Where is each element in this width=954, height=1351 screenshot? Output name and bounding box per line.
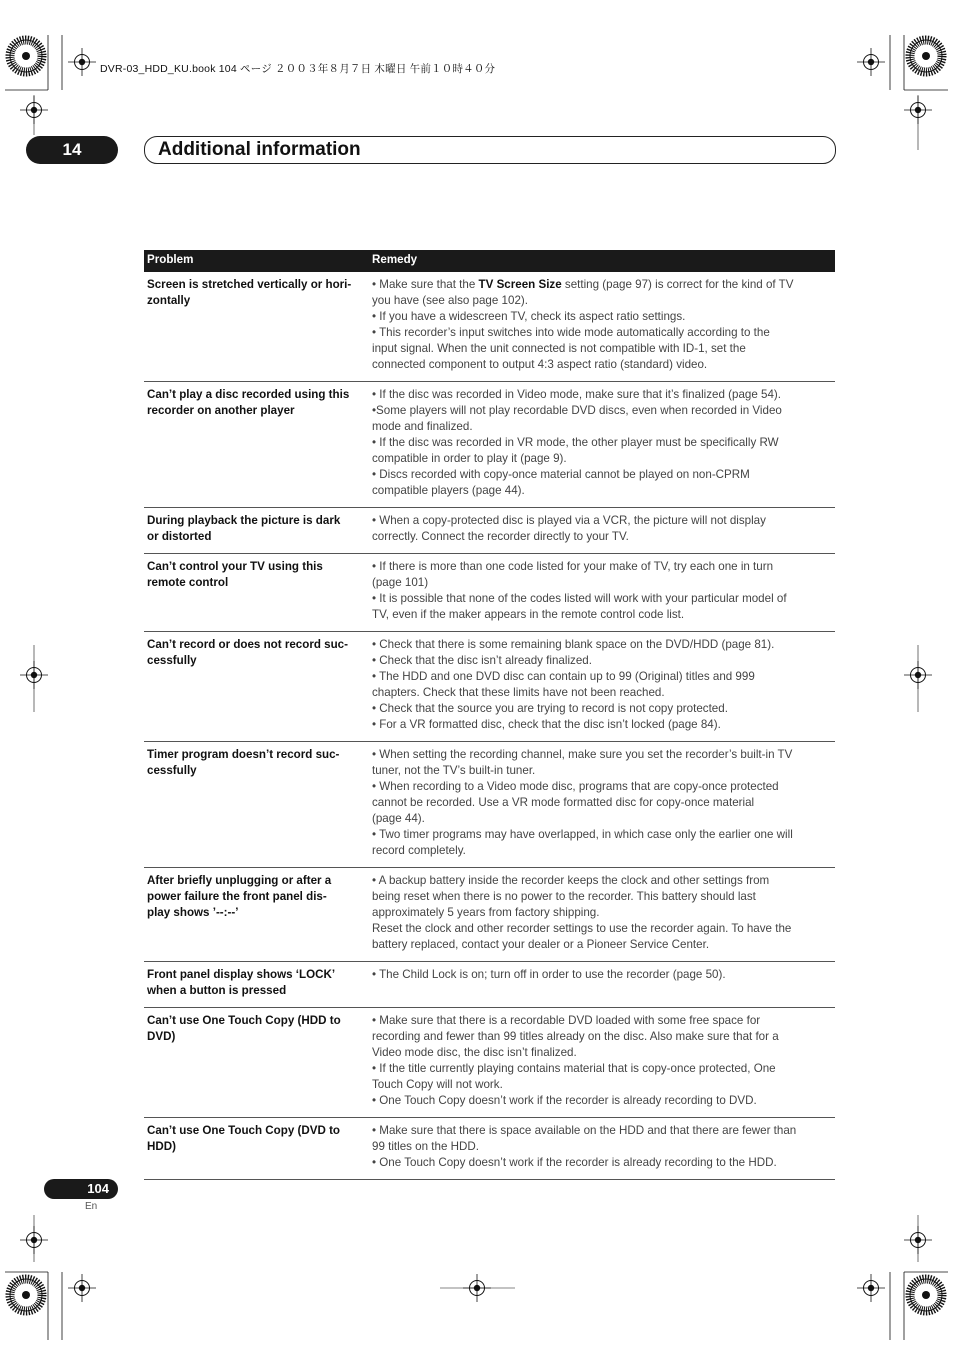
remedy-text-line: • This recorder’s input switches into wide mode automatically according to the [372,326,770,339]
remedy-cell [369,1008,835,1118]
page-number-badge [44,1179,118,1199]
problem-cell [144,1118,369,1180]
remedy-text-line: • One Touch Copy doesn’t work if the recorder is already recording to DVD. [372,1094,757,1107]
remedy-text-line: • A backup battery inside the recorder keeps the clock and other settings from [372,874,770,887]
remedy-cell [369,508,835,554]
table-header-row [144,250,835,272]
problem-cell [144,868,369,962]
table-row [144,632,835,742]
problem-text-line: During playback the picture is dark [147,514,341,527]
problem-cell [144,632,369,742]
remedy-text-line: • When a copy-protected disc is played via a VCR, the picture will not display [372,514,766,527]
setting-name: TV Screen Size [478,278,562,291]
remedy-text-line: being reset when there is no power to the recorder. This battery should last [372,890,756,903]
remedy-text-line: • The Child Lock is on; turn off in order to use the recorder (page 50). [372,968,726,981]
problem-text-line: Screen is stretched vertically or hori- [147,278,352,291]
problem-cell [144,508,369,554]
remedy-text-line: battery replaced, contact your dealer or a Pioneer Service Center. [372,938,710,951]
remedy-text-line: • Check that the disc isn’t already finalized. [372,654,592,667]
remedy-text-line: (page 101) [372,576,429,589]
problem-cell [144,554,369,632]
remedy-cell [369,868,835,962]
remedy-cell [369,962,835,1008]
problem-cell [144,742,369,868]
language-label: En [85,1201,98,1212]
remedy-text-line: • Make sure that there is space available on the HDD and that there are fewer than [372,1124,797,1137]
problem-text-line: Can’t record or does not record suc- [147,638,348,651]
remedy-cell [369,632,835,742]
remedy-text-line [372,277,832,293]
remedy-text-line: • If there is more than one code listed for your make of TV, try each one in turn [372,560,774,573]
remedy-cell [369,272,835,382]
remedy-text-segment: • Make sure that the [372,278,479,291]
problem-cell [144,382,369,508]
problem-text-line: cessfully [147,654,197,667]
remedy-cell [369,742,835,868]
remedy-text-line: recording and fewer than 99 titles already on the disc. Also make sure that for a [372,1030,779,1043]
remedy-text-segment: setting (page 97) is correct for the kind of TV [561,278,794,291]
remedy-text-line: cannot be recorded. Use a VR mode formatted disc for copy-once material [372,796,755,809]
remedy-text-line: TV, even if the maker appears in the remote control code list. [372,608,685,621]
problem-text-line: Can’t play a disc recorded using this [147,388,350,401]
problem-text-line: HDD) [147,1140,176,1153]
remedy-text-line: • Check that the source you are trying to record is not copy protected. [372,702,728,715]
remedy-text-line: you have (see also page 102). [372,294,528,307]
remedy-text-line: • Make sure that there is a recordable DVD loaded with some free space for [372,1014,761,1027]
problem-text-line: play shows ’--:--’ [147,906,239,919]
remedy-text-line: • For a VR formatted disc, check that the disc isn’t locked (page 84). [372,718,721,731]
problem-cell [144,272,369,382]
problem-text-line: Can’t use One Touch Copy (HDD to [147,1014,341,1027]
remedy-cell [369,1118,835,1180]
remedy-text-line: input signal. When the unit connected is not compatible with ID-1, set the [372,342,746,355]
table-row [144,554,835,632]
remedy-text-line: • Two timer programs may have overlapped, in which case only the earlier one will [372,828,793,841]
file-header: DVR-03_HDD_KU.book 104 ページ ２００３年８月７日 木曜日 午前１０時４０分 [100,63,496,75]
remedy-text-line: (page 44). [372,812,425,825]
problem-text-line: Timer program doesn’t record suc- [147,748,340,761]
remedy-text-line: chapters. Check that these limits have not been reached. [372,686,665,699]
problem-text-line: recorder on another player [147,404,295,417]
remedy-text-line: • If you have a widescreen TV, check its aspect ratio settings. [372,310,686,323]
table-row [144,868,835,962]
remedy-text-line: compatible players (page 44). [372,484,525,497]
remedy-text-line: • When setting the recording channel, make sure you set the recorder’s built-in TV [372,748,793,761]
table-row [144,1008,835,1118]
problem-text-line: or distorted [147,530,212,543]
remedy-text-line: • If the disc was recorded in Video mode, make sure that it’s finalized (page 54). [372,388,781,401]
remedy-text-line: mode and finalized. [372,420,473,433]
remedy-text-line: 99 titles on the HDD. [372,1140,479,1153]
remedy-text-line: •Some players will not play recordable DVD discs, even when recorded in Video [372,404,782,417]
remedy-text-line: • If the disc was recorded in VR mode, the other player must be specifically RW [372,436,779,449]
problem-text-line: After briefly unplugging or after a [147,874,332,887]
table-row [144,272,835,382]
table-row [144,508,835,554]
problem-cell [144,1008,369,1118]
chapter-title-box [144,136,836,164]
remedy-text-line: correctly. Connect the recorder directly to your TV. [372,530,629,543]
remedy-text-line: approximately 5 years from factory shipping. [372,906,600,919]
remedy-text-line: connected component to output 4:3 aspect ratio (standard) video. [372,358,708,371]
column-header-problem: Problem [144,250,369,272]
remedy-text-line: • Discs recorded with copy-once material cannot be played on non-CPRM [372,468,750,481]
problem-text-line: remote control [147,576,229,589]
remedy-text-line: • When recording to a Video mode disc, programs that are copy-once protected [372,780,779,793]
table-body [144,272,835,1180]
chapter-title: Additional information [158,139,361,160]
remedy-text-line: • It is possible that none of the codes listed will work with your particular model of [372,592,787,605]
remedy-text-line: • Check that there is some remaining blank space on the DVD/HDD (page 81). [372,638,775,651]
remedy-cell [369,554,835,632]
remedy-cell [369,382,835,508]
problem-text-line: zontally [147,294,191,307]
chapter-number-badge: 14 [26,136,118,164]
table-row [144,962,835,1008]
problem-text-line: power failure the front panel dis- [147,890,327,903]
remedy-text-line: Video mode disc, the disc isn’t finalized. [372,1046,577,1059]
problem-text-line: DVD) [147,1030,176,1043]
remedy-text-line: • One Touch Copy doesn’t work if the recorder is already recording to the HDD. [372,1156,777,1169]
remedy-text-line: • The HDD and one DVD disc can contain up to 99 (Original) titles and 999 [372,670,755,683]
table-row [144,382,835,508]
troubleshooting-table [144,250,835,1180]
table-row [144,1118,835,1180]
table-row [144,742,835,868]
problem-cell [144,962,369,1008]
remedy-text-line: record completely. [372,844,466,857]
page-number: 104 [87,1181,109,1196]
remedy-text-line: Touch Copy will not work. [372,1078,503,1091]
column-header-remedy: Remedy [369,250,835,272]
problem-text-line: Front panel display shows ‘LOCK’ [147,968,336,981]
remedy-text-line: compatible in order to play it (page 9). [372,452,567,465]
remedy-text-line: • If the title currently playing contains material that is copy-once protected, One [372,1062,776,1075]
remedy-text-line: Reset the clock and other recorder settings to use the recorder again. To have the [372,922,792,935]
remedy-text-line: tuner, not the TV’s built-in tuner. [372,764,536,777]
problem-text-line: Can’t use One Touch Copy (DVD to [147,1124,341,1137]
problem-text-line: cessfully [147,764,197,777]
problem-text-line: Can’t control your TV using this [147,560,323,573]
problem-text-line: when a button is pressed [147,984,287,997]
